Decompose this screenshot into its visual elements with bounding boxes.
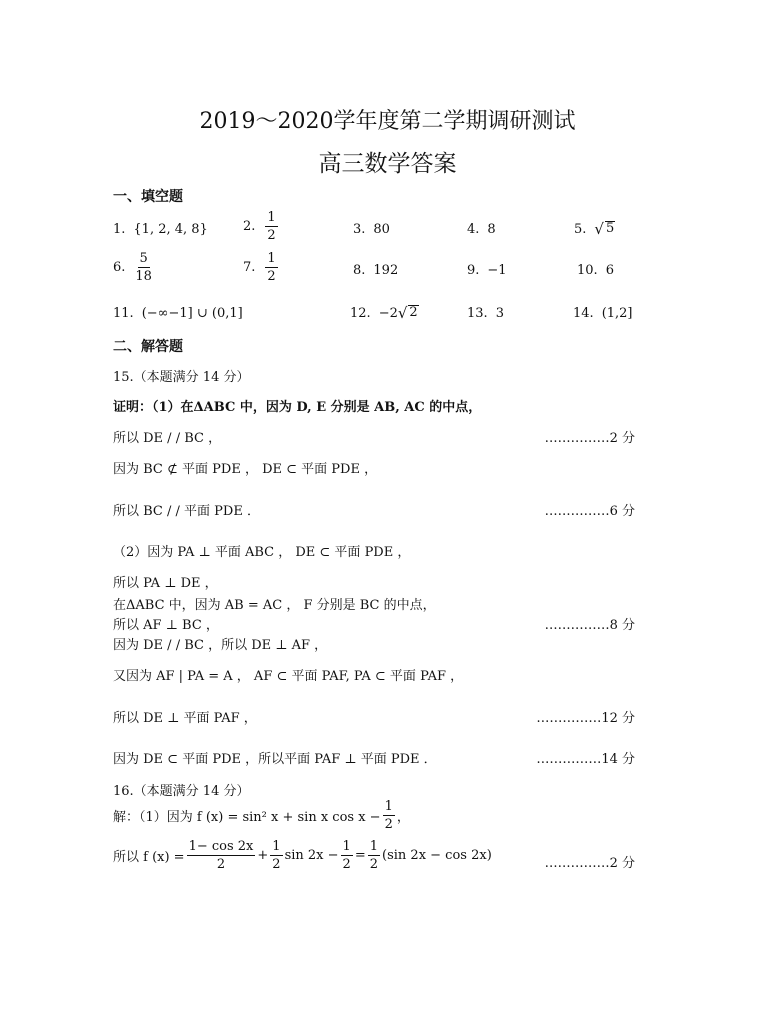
q15-line-4: 所以 BC / / 平面 PDE ．	[113, 504, 260, 519]
q15-line-6: 所以 PA ⊥ DE ，	[113, 576, 218, 591]
q15-line-9: 因为 DE / / BC ，所以 DE ⊥ AF ，	[113, 638, 328, 653]
q15-score-4: ……………6 分	[544, 504, 635, 519]
answer-11: 11. (−∞−1] ∪ (0,1]	[113, 306, 243, 321]
q16-score-2: ……………2 分	[544, 856, 635, 871]
q15-line-2: 所以 DE / / BC ，	[113, 431, 222, 446]
document-title: 2019～2020学年度第二学期调研测试	[199, 109, 576, 134]
answer-4: 4. 8	[467, 222, 496, 237]
section-fill-in-title: 一、填空题	[113, 189, 183, 205]
fraction: $\frac{1}{2}$	[267, 210, 276, 243]
answer-5: 5. √ 5	[574, 220, 615, 238]
q15-line-3: 因为 BC ⊄ 平面 PDE ， DE ⊂ 平面 PDE ，	[113, 462, 378, 477]
answer-2: 2. $\frac{1}{2}$	[243, 210, 276, 243]
answer-8: 8. 192	[353, 263, 399, 278]
q15-proof-line-1: 证明：（1）在ΔABC 中，因为 D, E 分别是 AB, AC 的中点，	[113, 400, 482, 415]
q15-line-11: 所以 DE ⊥ 平面 PAF ，	[113, 711, 257, 726]
answer-7: 7. $\frac{1}{2}$	[243, 251, 276, 284]
radical-sign: √	[594, 220, 604, 238]
fraction: $\frac{1}{2}$	[342, 839, 351, 872]
fraction: $\frac{1}{2}$	[384, 799, 393, 832]
answer-13: 13. 3	[467, 306, 504, 321]
fraction: $\frac{1}{2}$	[369, 839, 379, 872]
q15-score-8: ……………8 分	[544, 618, 635, 633]
q15-line-12: 因为 DE ⊂ 平面 PDE ，所以平面 PAF ⊥ 平面 PDE ．	[113, 752, 437, 767]
q15-line-5: （2）因为 PA ⊥ 平面 ABC ， DE ⊂ 平面 PDE ，	[113, 545, 411, 560]
q16-line-2: 所以 f (x) = $\frac{1- \cos 2x}{2}$ + $\frac{1}{2}$ sin 2x − $\frac{1}{2}$ = $\frac{1}{2}$ (sin 2x − cos 2x)	[113, 839, 492, 872]
q15-score-11: ……………12 分	[536, 711, 635, 726]
q15-line-8: 所以 AF ⊥ BC ，	[113, 618, 219, 633]
q15-score-2: ……………2 分	[544, 431, 635, 446]
q16-line-1: 解：（1）因为 f (x) = sin² x + sin x cos x − $\frac{1}{2}$ ，	[113, 799, 410, 832]
radical-sign: √	[397, 304, 408, 322]
q15-line-7: 在ΔABC 中，因为 AB = AC ， F 分别是 BC 的中点，	[113, 598, 436, 613]
q15-header: 15.（本题满分 14 分）	[113, 370, 250, 385]
answer-3: 3. 80	[353, 222, 390, 237]
fraction: $\frac{1}{2}$	[267, 251, 276, 284]
answer-10: 10. 6	[577, 263, 614, 278]
document-subtitle: 高三数学答案	[318, 151, 457, 177]
section-solutions-title: 二、解答题	[113, 339, 183, 355]
q15-line-10: 又因为 AF | PA = A ， AF ⊂ 平面 PAF, PA ⊂ 平面 PAF ，	[113, 669, 464, 684]
q15-score-12: ……………14 分	[536, 752, 635, 767]
answer-14: 14. (1,2]	[573, 306, 633, 321]
answer-1: 1. {1, 2, 4, 8}	[113, 222, 208, 237]
answer-12: 12. −2 √ 2	[350, 304, 418, 322]
answer-6: 6. $\frac{5}{18}$	[113, 251, 152, 284]
fraction: $\frac{5}{18}$	[135, 251, 152, 284]
answer-9: 9. −1	[467, 263, 507, 278]
fraction: $\frac{1- \cos 2x}{2}$	[188, 839, 254, 872]
fraction: $\frac{1}{2}$	[272, 839, 281, 872]
q16-header: 16.（本题满分 14 分）	[113, 784, 250, 799]
